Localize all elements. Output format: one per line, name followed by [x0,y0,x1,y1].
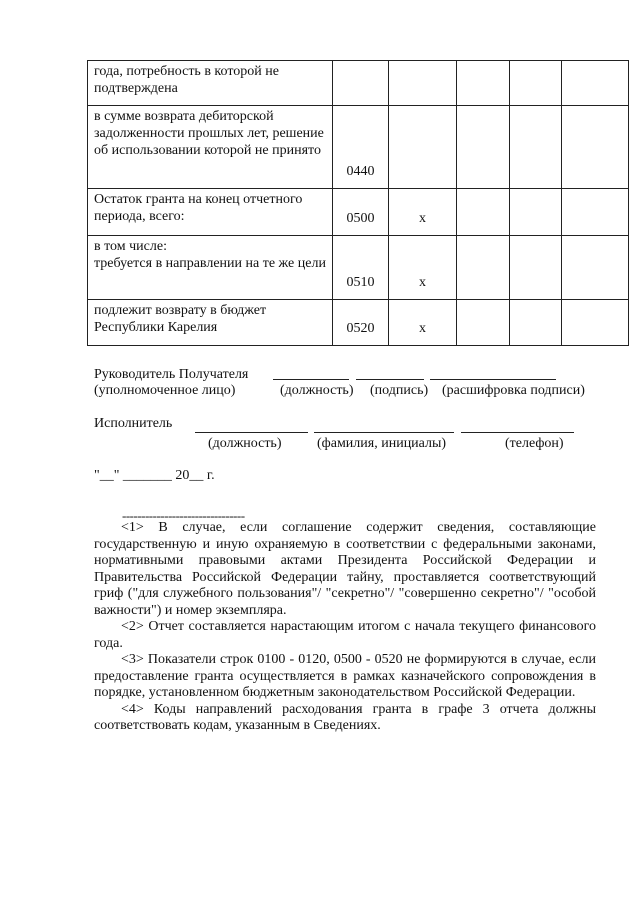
head-subtitle: (уполномоченное лицо) [94,383,236,398]
table-row [88,61,629,106]
empty-cell [562,236,629,300]
row-mark [389,106,457,189]
table-row [88,236,629,300]
row-mark: x [389,300,457,346]
row-code: 0500 [333,189,389,236]
table-row [88,300,629,346]
executor-position-line [195,432,308,433]
decoding-line [430,379,556,380]
footnote-4: <4> Коды направлений расходования гранта в графе 3 отчета должны соответствовать кодам, указанным в Сведениях. [94,701,596,733]
empty-cell [562,189,629,236]
empty-cell [510,236,562,300]
row-mark: x [389,189,457,236]
empty-cell [457,61,510,106]
row-label: в том числе: требуется в направлении на те же цели [88,236,333,300]
caption-decoding: (расшифровка подписи) [442,383,585,398]
caption-position: (должность) [280,383,354,398]
executor-title: Исполнитель [94,416,173,431]
row-code: 0440 [333,106,389,189]
footnotes [94,520,596,735]
executor-caption-name: (фамилия, инициалы) [317,436,447,451]
report-table [87,60,629,346]
executor-caption-position: (должность) [208,436,282,451]
empty-cell [457,189,510,236]
empty-cell [562,61,629,106]
empty-cell [457,106,510,189]
row-label: в сумме возврата дебиторской задолженности прошлых лет, решение об использовании которой не принято [88,106,333,189]
footnote-2: <2> Отчет составляется нарастающим итогом с начала текущего финансового года. [94,619,596,651]
row-code: 0510 [333,236,389,300]
row-label: Остаток гранта на конец отчетного периода, всего: [88,189,333,236]
footnote-3: <3> Показатели строк 0100 - 0120, 0500 - 0520 не формируются в случае, если предоставление гранта осуществляется в рамках казначейского сопровождения в порядке, установленном бюджетным законодательством Российской Федерации. [94,652,596,700]
row-code: 0520 [333,300,389,346]
executor-caption-phone: (телефон) [505,436,564,451]
position-line [273,379,349,380]
empty-cell [457,236,510,300]
footnote-1: <1> В случае, если соглашение содержит сведения, составляющие государственную и иную охраняемую в соответствии с федеральными законами, нормативными правовыми актами Президента Российской Федерации и Правительства Российской Федерации тайну, проставляется соответствующий гриф ("для служебного пользования"/ "секретно"/ "совершенно секретно"/ "особой важности") и номер экземпляра. [94,520,596,618]
head-title: Руководитель Получателя [94,367,249,382]
row-code [333,61,389,106]
empty-cell [562,300,629,346]
empty-cell [510,106,562,189]
empty-cell [510,189,562,236]
empty-cell [457,300,510,346]
empty-cell [562,106,629,189]
row-mark: x [389,236,457,300]
row-label: подлежит возврату в бюджет Республики Карелия [88,300,333,346]
table-row [88,106,629,189]
table-row [88,189,629,236]
footnote-separator: -------------------------------- [122,508,245,523]
row-mark [389,61,457,106]
empty-cell [510,300,562,346]
caption-signature: (подпись) [370,383,429,398]
date-line: "__" _______ 20__ г. [94,468,215,483]
row-label: года, потребность в которой не подтверждена [88,61,333,106]
empty-cell [510,61,562,106]
executor-name-line [314,432,454,433]
signature-line [356,379,424,380]
executor-phone-line [461,432,574,433]
